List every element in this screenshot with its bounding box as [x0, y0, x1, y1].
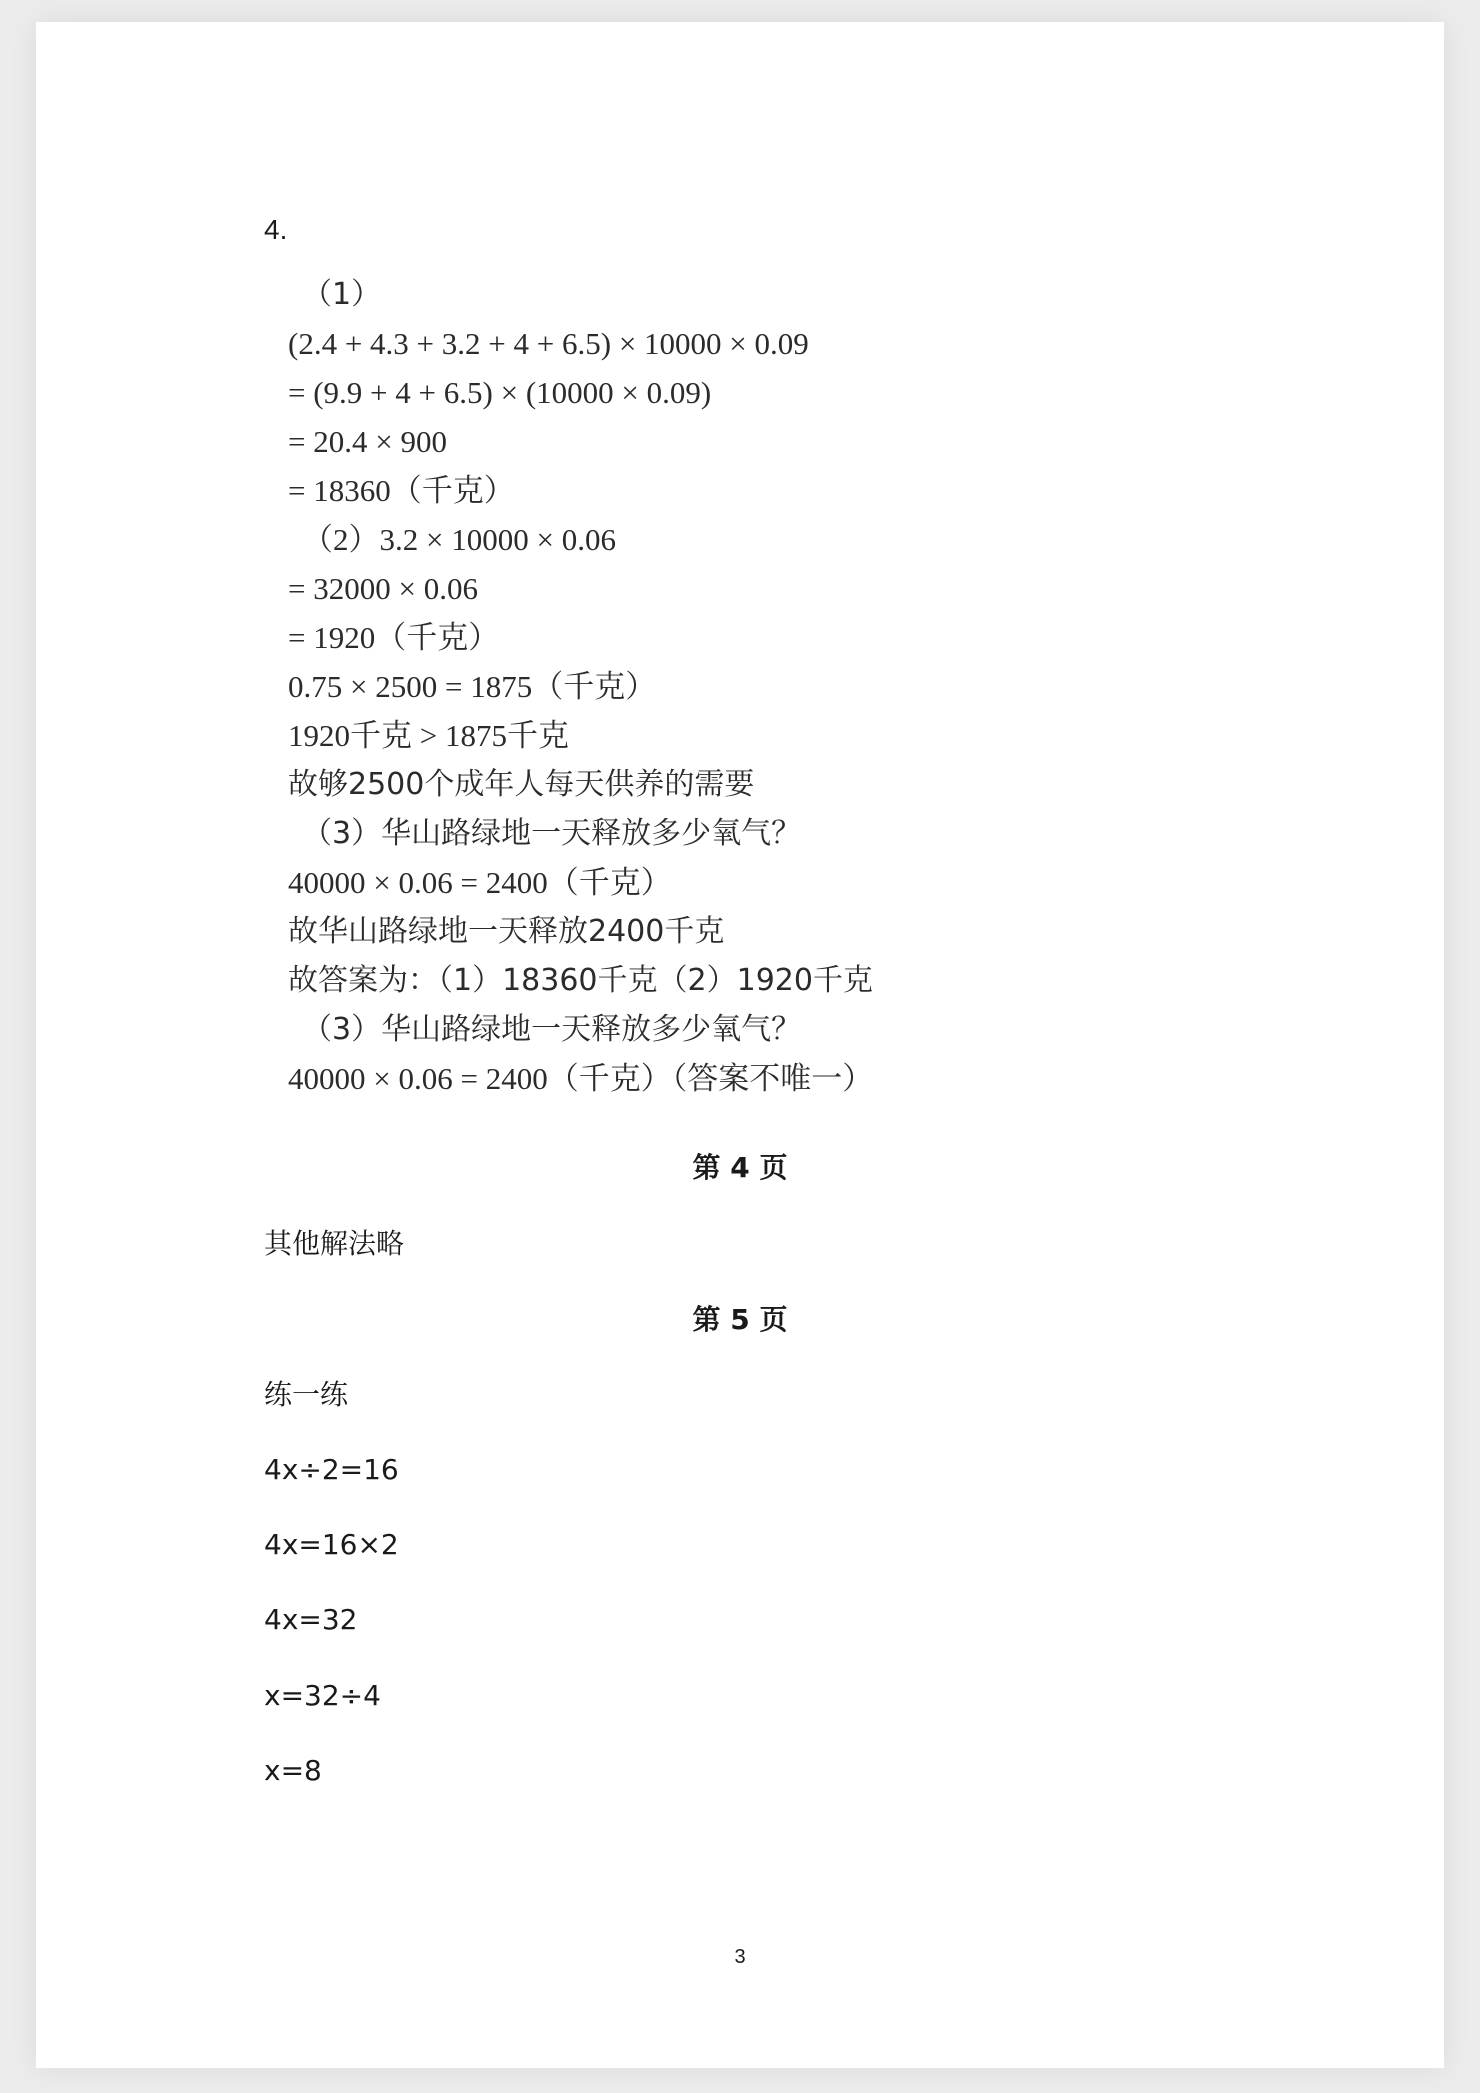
solution-line: 40000 × 0.06 = 2400（千克）（答案不唯一） [288, 1061, 874, 1096]
scanned-solution [288, 270, 1048, 1103]
solution-line: = 18360（千克） [288, 473, 515, 508]
solution-line: 故答案为：（1）18360千克（2）1920千克 [288, 963, 873, 998]
solution-line: （2）3.2 × 10000 × 0.06 [302, 522, 616, 557]
solution-line: = (9.9 + 4 + 6.5) × (10000 × 0.09) [288, 375, 712, 410]
practice-title: 练一练 [264, 1378, 349, 1411]
solution-line: 40000 × 0.06 = 2400（千克） [288, 865, 672, 900]
solution-line: 故够2500个成年人每天供养的需要 [288, 767, 755, 802]
solution-line: (2.4 + 4.3 + 3.2 + 4 + 6.5) × 10000 × 0.09 [288, 326, 809, 361]
other-methods-note: 其他解法略 [264, 1227, 405, 1260]
solution-line: 1920千克 > 1875千克 [288, 718, 569, 753]
solution-line: （3）华山路绿地一天释放多少氧气？ [302, 816, 802, 851]
solution-line: （1） [302, 277, 382, 312]
equation-line: 4x÷2=16 [264, 1453, 399, 1486]
page-number: 3 [734, 1946, 746, 1968]
page-4-heading: 第 4 页 [692, 1151, 788, 1184]
question-number: 4. [264, 214, 288, 245]
equation-line: x=32÷4 [264, 1679, 381, 1712]
equation-line: x=8 [264, 1754, 322, 1787]
solution-line: = 32000 × 0.06 [288, 571, 478, 606]
solution-line: 故华山路绿地一天释放2400千克 [288, 914, 725, 949]
equation-line: 4x=16×2 [264, 1528, 399, 1561]
solution-line: = 20.4 × 900 [288, 424, 447, 459]
equation-line: 4x=32 [264, 1603, 358, 1636]
solution-line: （3）华山路绿地一天释放多少氧气？ [302, 1012, 802, 1047]
page-5-heading: 第 5 页 [692, 1303, 788, 1336]
solution-line: = 1920（千克） [288, 620, 500, 655]
solution-line: 0.75 × 2500 = 1875（千克） [288, 669, 657, 704]
